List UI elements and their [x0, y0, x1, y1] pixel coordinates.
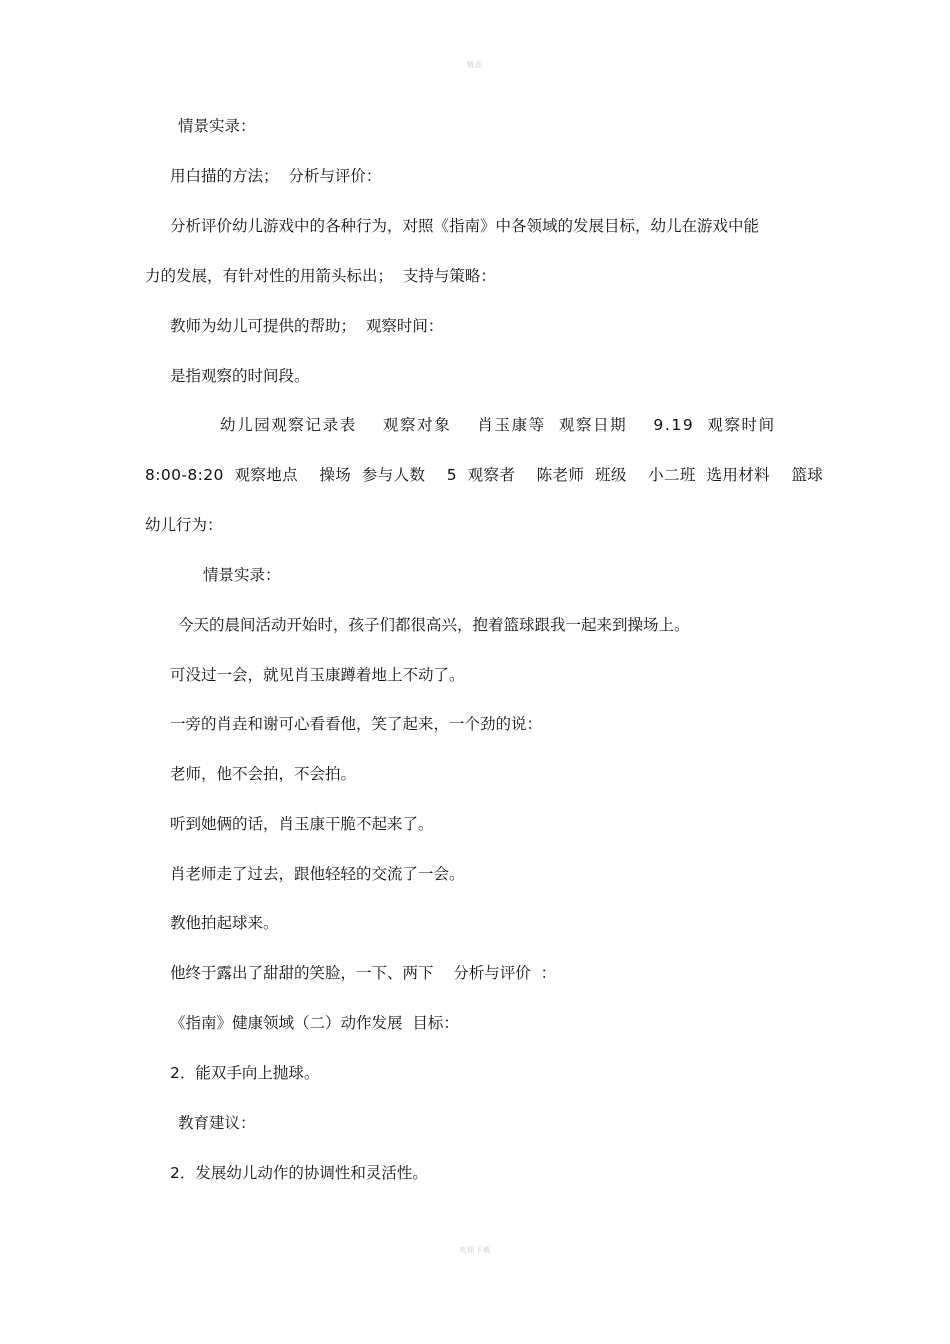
text-line: 幼儿行为： — [145, 516, 223, 534]
text-line: 一旁的肖垚和谢可心看看他，笑了起来，一个劲的说： — [170, 715, 543, 733]
observation-table-fields: 8:00-8:20 观察地点 操场 参与人数 5 观察者 陈老师 班级 小二班 选用材料 篮球 — [145, 466, 824, 484]
text-line: 分析评价幼儿游戏中的各种行为，对照《指南》中各领域的发展目标，幼儿在游戏中能 — [170, 217, 760, 235]
text-line: 教他拍起球来。 — [170, 914, 279, 932]
text-line: 2．发展幼儿动作的协调性和灵活性。 — [170, 1164, 428, 1182]
text-line: 情景实录： — [178, 117, 256, 135]
footer-watermark: 欢迎下载 — [459, 1246, 491, 1254]
text-line: 是指观察的时间段。 — [170, 367, 310, 385]
text-line: 他终于露出了甜甜的笑脸，一下、两下 分析与评价 ： — [170, 964, 557, 982]
text-line: 今天的晨间活动开始时，孩子们都很高兴，抱着篮球跟我一起来到操场上。 — [178, 616, 690, 634]
text-line: 听到她俩的话，肖玉康干脆不起来了。 — [170, 815, 434, 833]
text-line: 可没过一会，就见肖玉康蹲着地上不动了。 — [170, 666, 465, 684]
section-heading: 情景实录： — [203, 566, 281, 584]
text-line: 2．能双手向上抛球。 — [170, 1064, 320, 1082]
observation-table-title: 幼儿园观察记录表 观察对象 肖玉康等 观察日期 9.19 观察时间 — [220, 416, 776, 434]
text-line: 用白描的方法； 分析与评价： — [170, 167, 382, 185]
header-watermark: 精品 — [467, 61, 483, 69]
text-line: 教师为幼儿可提供的帮助； 观察时间： — [170, 317, 444, 335]
text-line: 肖老师走了过去，跟他轻轻的交流了一会。 — [170, 865, 465, 883]
text-line: 《指南》健康领域（二）动作发展 目标： — [170, 1014, 459, 1032]
text-line: 力的发展，有针对性的用箭头标出； 支持与策略： — [145, 267, 496, 285]
text-line: 老师，他不会拍，不会拍。 — [170, 765, 357, 783]
section-heading: 教育建议： — [178, 1114, 256, 1132]
